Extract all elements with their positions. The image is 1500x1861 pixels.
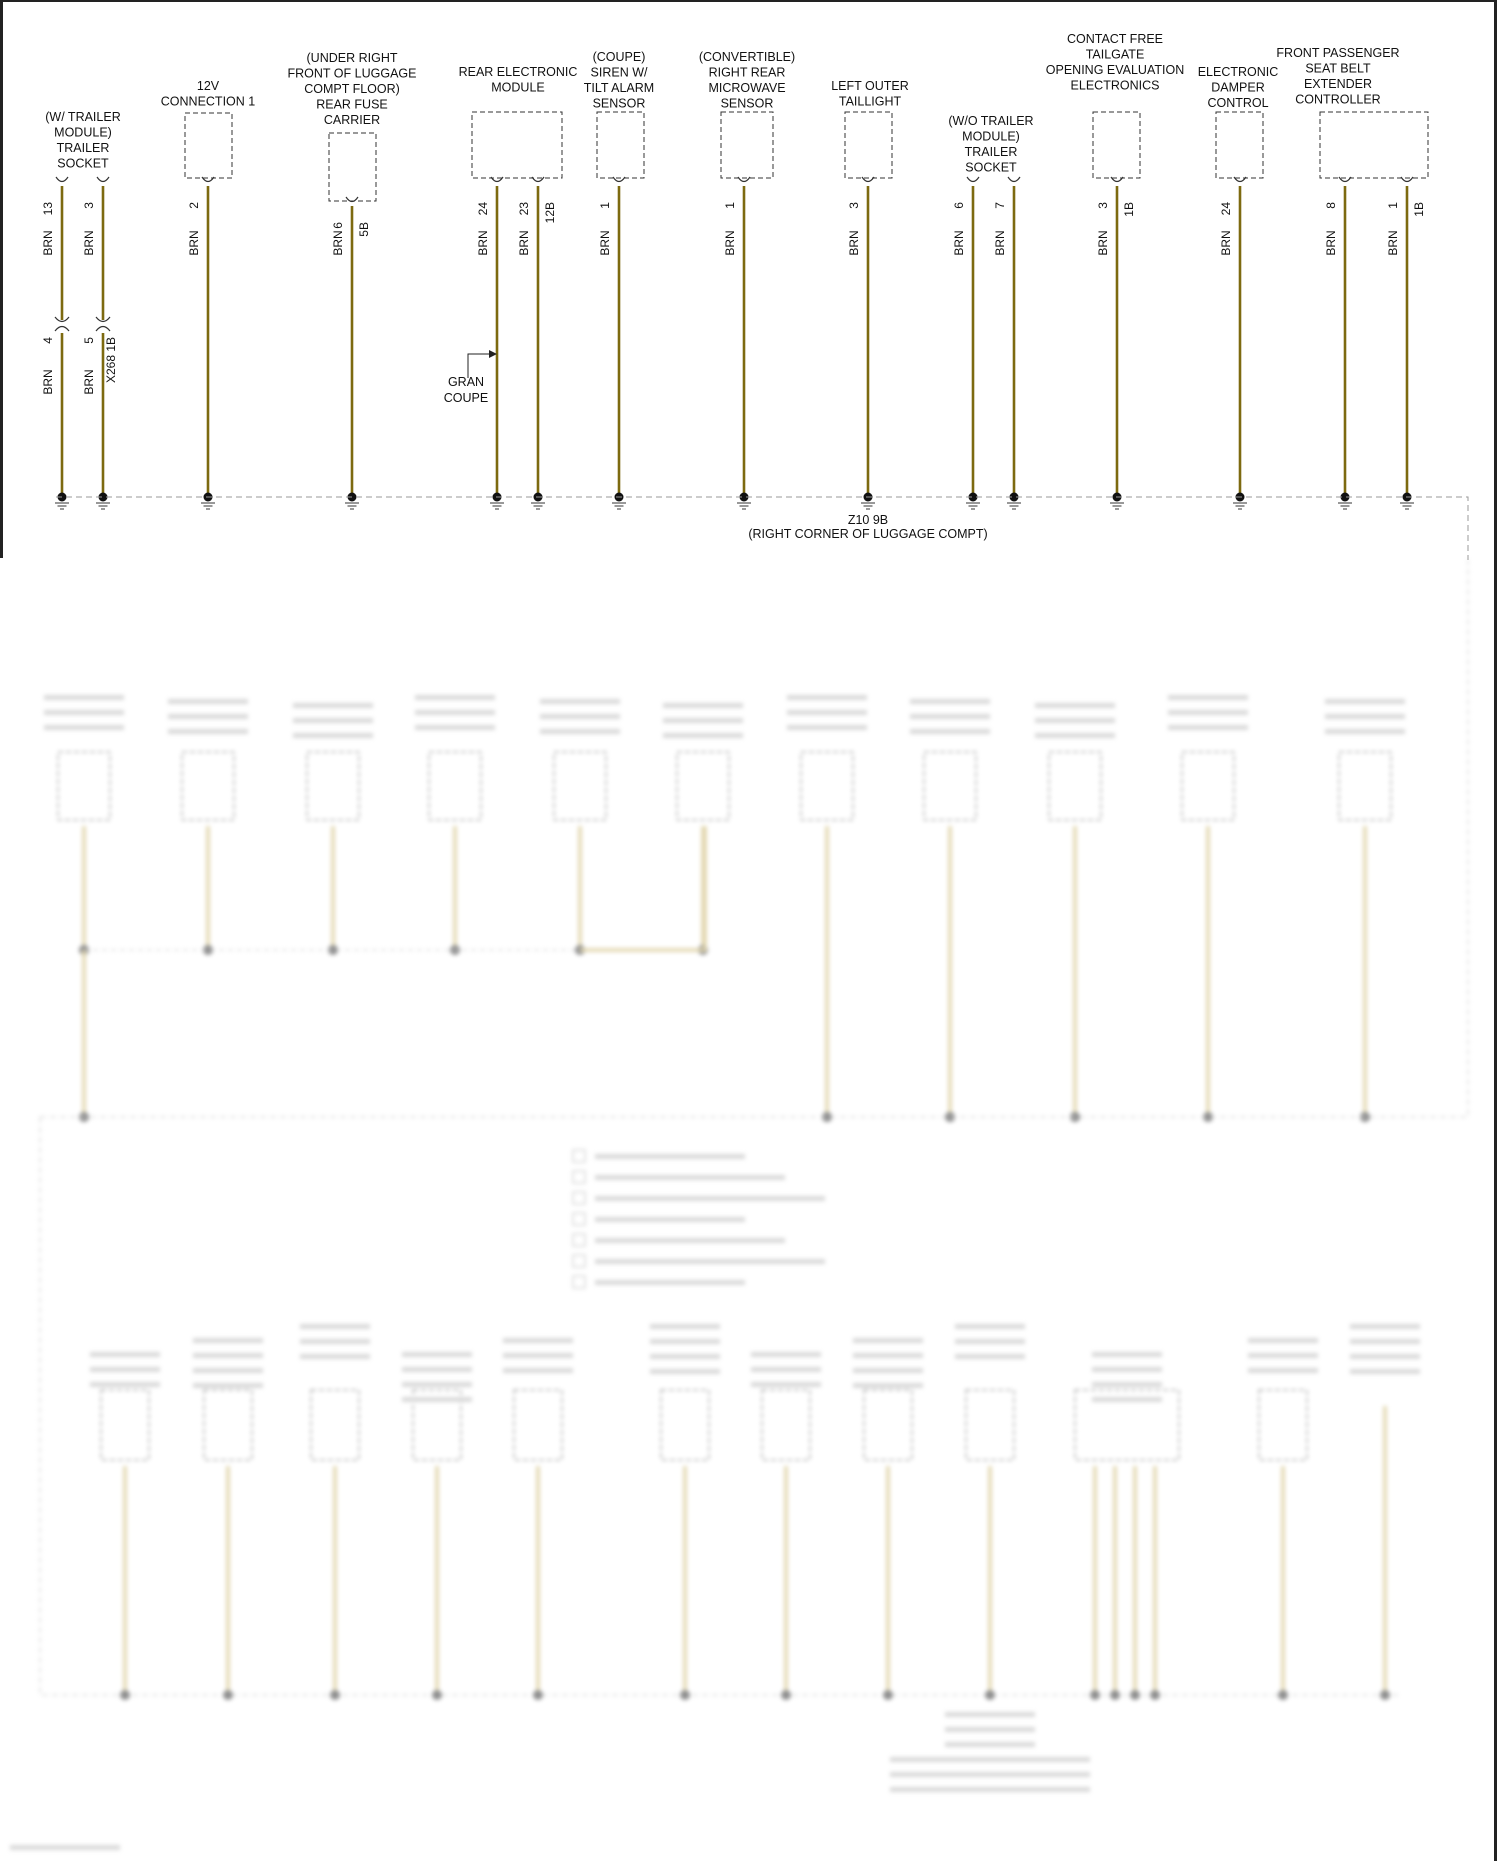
wire-6 [517,177,557,509]
obscured-component-box [58,752,110,820]
wire-color-label: BRN [847,230,861,256]
microwave-sensor-box [721,112,773,178]
component-label-line: REAR ELECTRONIC [458,65,578,79]
pin-number: 2 [187,202,201,209]
ground-symbol [1233,493,1247,510]
obscured-label [540,729,620,734]
component-label-line: FRONT PASSENGER [1276,46,1400,60]
wire-color-label: BRN [952,230,966,256]
obscured-legend-box [573,1213,585,1225]
ground-location: (RIGHT CORNER OF LUGGAGE COMPT) [748,527,988,541]
wire-color-label: BRN [1096,230,1110,256]
obscured-label [663,718,743,723]
obscured-legend-box [573,1171,585,1183]
obscured-label [910,699,990,704]
obscured-label [300,1354,370,1359]
obscured-label [1092,1367,1162,1372]
obscured-label [402,1352,472,1357]
pin-number: 3 [1096,202,1110,209]
wire-color-label: BRN [476,230,490,256]
obscured-label [1248,1368,1318,1373]
obscured-ground-node [533,1690,543,1700]
obscured-label [955,1324,1025,1329]
siren-box [597,112,644,178]
obscured-label [890,1757,1090,1762]
obscured-legend-box [573,1150,585,1162]
obscured-label [1350,1324,1420,1329]
wire-3 [187,177,215,509]
seat-belt-controller-box [1320,112,1428,178]
component-label-line: TAILGATE [1085,47,1145,62]
component-rear-fuse-carrier [288,51,417,127]
pin-connector [1008,177,1020,182]
wire-5 [476,177,504,509]
obscured-component-box [1339,752,1391,820]
obscured-label [890,1772,1090,1777]
pin-number: 24 [1219,202,1233,216]
wire-15 [1386,177,1426,509]
obscured-component-box [801,752,853,820]
note-text: COUPE [443,391,489,405]
obscured-label [853,1338,923,1343]
pin-connector [56,177,68,182]
ground-symbol [1007,493,1021,510]
obscured-component-box [1049,752,1101,820]
obscured-label [1325,729,1405,734]
obscured-label [193,1353,263,1358]
obscured-label [402,1382,472,1387]
obscured-label [402,1367,472,1372]
component-label-line: CONTROL [1207,96,1269,110]
note-text: GRAN [447,375,485,389]
wire-color-label: BRN [41,230,55,256]
obscured-component-box [677,752,729,820]
component-12v-connection [161,79,256,109]
obscured-label [168,714,248,719]
ground-symbol [55,493,69,510]
obscured-label [44,725,124,730]
component-label-line: TILT ALARM [583,81,655,95]
obscured-label [1092,1352,1162,1357]
component-tailgate-electronics [1046,32,1184,93]
pin-number: 6 [952,202,966,209]
wire-color-label: BRN [82,369,96,395]
obscured-label [650,1324,720,1329]
obscured-label [402,1397,472,1402]
obscured-label [503,1353,573,1358]
obscured-label [945,1712,1035,1717]
obscured-label [415,710,495,715]
obscured-legend-box [573,1234,585,1246]
ground-symbol [1110,493,1124,510]
obscured-label [945,1742,1035,1747]
obscured-label [293,703,373,708]
pin-number: 13 [41,202,55,216]
component-label-line: SOCKET [965,160,1017,175]
obscured-label [1035,703,1115,708]
obscured-component-box [182,752,234,820]
component-label-line: MODULE [491,80,545,95]
component-label-line: CONNECTION 1 [160,94,256,109]
obscured-label [853,1353,923,1358]
pin-number: 3 [847,202,861,209]
ground-symbol [966,493,980,510]
component-label-line: DAMPER [1211,80,1265,95]
pin-connector [97,177,109,182]
component-label-line: COMPT FLOOR) [304,82,400,96]
damper-control-box [1216,112,1263,178]
obscured-label [293,718,373,723]
wire-2 [82,177,118,509]
obscured-label [1350,1339,1420,1344]
obscured-ground-node [680,1690,690,1700]
obscured-label [503,1368,573,1373]
pin-number-secondary: 12B [543,202,557,224]
component-label-line: EXTENDER [1303,77,1373,91]
obscured-label [945,1727,1035,1732]
obscured-label [44,695,124,700]
wire-11 [993,177,1021,509]
pin-number: 1 [598,202,612,209]
obscured-legend-box [573,1255,585,1267]
obscured-label [168,729,248,734]
obscured-label [193,1368,263,1373]
obscured-component-box [864,1390,912,1460]
connector-lower [96,327,110,332]
component-label-line: MICROWAVE [708,81,786,95]
component-label-line: (UNDER RIGHT [306,51,398,65]
wire-13 [1219,177,1247,509]
wire-12 [1096,177,1136,509]
obscured-component-box [554,752,606,820]
obscured-component-box [1182,752,1234,820]
component-damper-control [1198,65,1279,110]
obscured-bus-line [40,1117,1400,1695]
wire-color-label: BRN [1219,230,1233,256]
obscured-footer-text [10,1845,120,1850]
pin-number-secondary: 1B [1412,202,1426,217]
obscured-label [787,695,867,700]
ground-symbol [1400,493,1414,510]
pin-number: 8 [1324,202,1338,209]
pin-number: 4 [41,337,55,344]
obscured-label [90,1382,160,1387]
obscured-lower-diagram [0,558,1500,1861]
obscured-component-box [661,1390,709,1460]
obscured-label [1092,1397,1162,1402]
wire-color-label: BRN [993,230,1007,256]
ground-name: Z10 9B [847,513,889,527]
obscured-ground-node [985,1690,995,1700]
rear-fuse-carrier-box [329,133,376,201]
component-label-line: SIREN W/ [590,65,648,80]
component-label-line: FRONT OF LUGGAGE [287,66,417,81]
obscured-legend-box [573,1192,585,1204]
component-label-line: RIGHT REAR [708,65,786,80]
obscured-label [853,1383,923,1388]
obscured-wire [580,826,705,950]
component-label-line: (W/O TRAILER [948,114,1034,128]
pin-number-secondary: 5B [357,222,371,237]
obscured-label [540,699,620,704]
obscured-label [853,1368,923,1373]
obscured-label [751,1382,821,1387]
pin-connector [967,177,979,182]
component-label-line: (CONVERTIBLE) [698,50,796,64]
obscured-component-box [429,752,481,820]
obscured-label [168,699,248,704]
obscured-legend-text [595,1196,825,1201]
obscured-ground-node [1110,1690,1120,1700]
obscured-label [1325,699,1405,704]
component-label-line: LEFT OUTER [831,79,909,93]
component-trailer-socket-w [45,110,120,171]
component-left-outer-taillight [831,79,909,109]
component-rear-electronic-module [459,65,578,95]
obscured-ground-node [120,1690,130,1700]
wire-color-label: BRN [82,230,96,256]
obscured-component-box [966,1390,1014,1460]
obscured-label [1035,718,1115,723]
wire-14 [1324,177,1352,509]
obscured-label [1248,1338,1318,1343]
component-label-line: TAILLIGHT [838,94,902,109]
wire-1 [41,177,69,509]
pin-number: 3 [82,202,96,209]
wire-9 [847,177,875,509]
component-label-line: SENSOR [720,96,774,111]
wire-color-label: BRN [598,230,612,256]
component-label-line: TRAILER [964,145,1018,159]
component-label-line: (W/ TRAILER [45,110,121,124]
component-label-line: ELECTRONIC [1197,65,1279,79]
obscured-label [193,1383,263,1388]
ground-symbol [490,493,504,510]
component-label-line: MODULE) [54,125,112,140]
pin-number: 7 [993,202,1007,209]
obscured-ground-node [1150,1690,1160,1700]
obscured-label [1350,1354,1420,1359]
obscured-label [650,1354,720,1359]
pin-number: 1 [1386,202,1400,209]
obscured-ground-node [1380,1690,1390,1700]
obscured-legend-text [595,1154,745,1159]
obscured-label [751,1367,821,1372]
obscured-label [910,714,990,719]
obscured-ground-node [781,1690,791,1700]
obscured-ground-node [1130,1690,1140,1700]
obscured-ground-node [1090,1690,1100,1700]
wire-color-label: BRN [41,369,55,395]
obscured-label [751,1352,821,1357]
component-label-line: TRAILER [56,141,110,155]
left-outer-taillight-box [845,112,892,178]
obscured-label [44,710,124,715]
obscured-ground-node [883,1690,893,1700]
obscured-component-box [1259,1390,1307,1460]
wire-8 [723,177,751,509]
frame-top [0,0,1497,2]
pin-number: 5 [82,337,96,344]
component-trailer-socket-wo [948,114,1033,175]
obscured-label [1035,733,1115,738]
component-microwave-sensor [699,50,795,111]
obscured-label [890,1787,1090,1792]
component-siren [584,50,654,111]
obscured-label [503,1338,573,1343]
obscured-label [1092,1382,1162,1387]
obscured-label [415,725,495,730]
pin-number: 1 [723,202,737,209]
obscured-label [1168,710,1248,715]
obscured-component-box [101,1390,149,1460]
pin-number: 24 [476,202,490,216]
component-label-line: CONTACT FREE [1066,32,1164,46]
obscured-component-box [762,1390,810,1460]
component-label-line: SOCKET [57,156,109,171]
obscured-legend-text [595,1259,825,1264]
obscured-label [663,703,743,708]
obscured-label [300,1324,370,1329]
obscured-component-box [514,1390,562,1460]
wire-color-label: BRN [187,230,201,256]
frame-left [0,0,3,558]
obscured-legend-text [595,1238,785,1243]
obscured-label [540,714,620,719]
obscured-component-box [307,752,359,820]
obscured-label [1350,1369,1420,1374]
obscured-label [300,1339,370,1344]
obscured-label [1325,714,1405,719]
gran-coupe-note [444,350,497,405]
wire-4 [331,197,371,509]
obscured-component-box [311,1390,359,1460]
ground-symbol [612,493,626,510]
obscured-component-box [204,1390,252,1460]
obscured-label [1248,1353,1318,1358]
tailgate-electronics-box [1093,112,1140,178]
ground-symbol [737,493,751,510]
pin-number: 23 [517,202,531,216]
component-label-line: ELECTRONICS [1070,78,1160,93]
obscured-label [663,733,743,738]
ground-symbol [201,493,215,510]
obscured-label [1168,695,1248,700]
obscured-legend-text [595,1280,745,1285]
wire-color-label: BRN [1324,230,1338,256]
obscured-label [650,1339,720,1344]
rear-electronic-module-box [472,112,562,178]
pin-number-secondary: 1B [1122,202,1136,217]
obscured-ground-node [432,1690,442,1700]
obscured-label [955,1339,1025,1344]
ground-symbol [531,493,545,510]
ground-symbol [1338,493,1352,510]
obscured-label [415,695,495,700]
obscured-label [787,710,867,715]
wire-10 [952,177,980,509]
obscured-label [787,725,867,730]
component-label-line: SENSOR [592,96,646,111]
obscured-component-box [924,752,976,820]
obscured-legend-box [573,1276,585,1288]
obscured-ground-node [223,1690,233,1700]
obscured-label [1168,725,1248,730]
obscured-label [910,729,990,734]
obscured-legend-text [595,1175,785,1180]
wire-color-label: BRN [517,230,531,256]
obscured-label [90,1352,160,1357]
wire-7 [598,177,626,509]
frame-right [1494,0,1497,1861]
obscured-label [193,1338,263,1343]
component-label-line: OPENING EVALUATION [1045,63,1185,77]
component-label-line: MODULE) [962,129,1020,144]
component-label-line: REAR FUSE [316,97,388,112]
obscured-bus-line [40,560,1468,1117]
obscured-label [650,1369,720,1374]
wire-color-label: BRN [723,230,737,256]
obscured-legend-text [595,1217,745,1222]
component-label-line: 12V [196,79,220,93]
component-label-line: CONTROLLER [1295,92,1381,107]
component-label-line: SEAT BELT [1305,61,1371,76]
wire-color-label: BRN [1386,230,1400,256]
wire-color-label: BRN [331,230,345,256]
12v-connection-box [185,113,232,178]
obscured-label [90,1367,160,1372]
ground-symbol [345,493,359,510]
component-seat-belt-controller [1276,46,1399,107]
obscured-label [955,1354,1025,1359]
connector-lower [55,327,69,332]
ground-symbol [861,493,875,510]
obscured-ground-node [330,1690,340,1700]
component-label-line: (COUPE) [592,50,646,64]
component-label-line: CARRIER [323,113,381,127]
connector-label: X268 1B [104,336,118,384]
obscured-ground-node [1278,1690,1288,1700]
ground-symbol [96,493,110,510]
obscured-label [293,733,373,738]
pin-number: 6 [331,222,345,229]
